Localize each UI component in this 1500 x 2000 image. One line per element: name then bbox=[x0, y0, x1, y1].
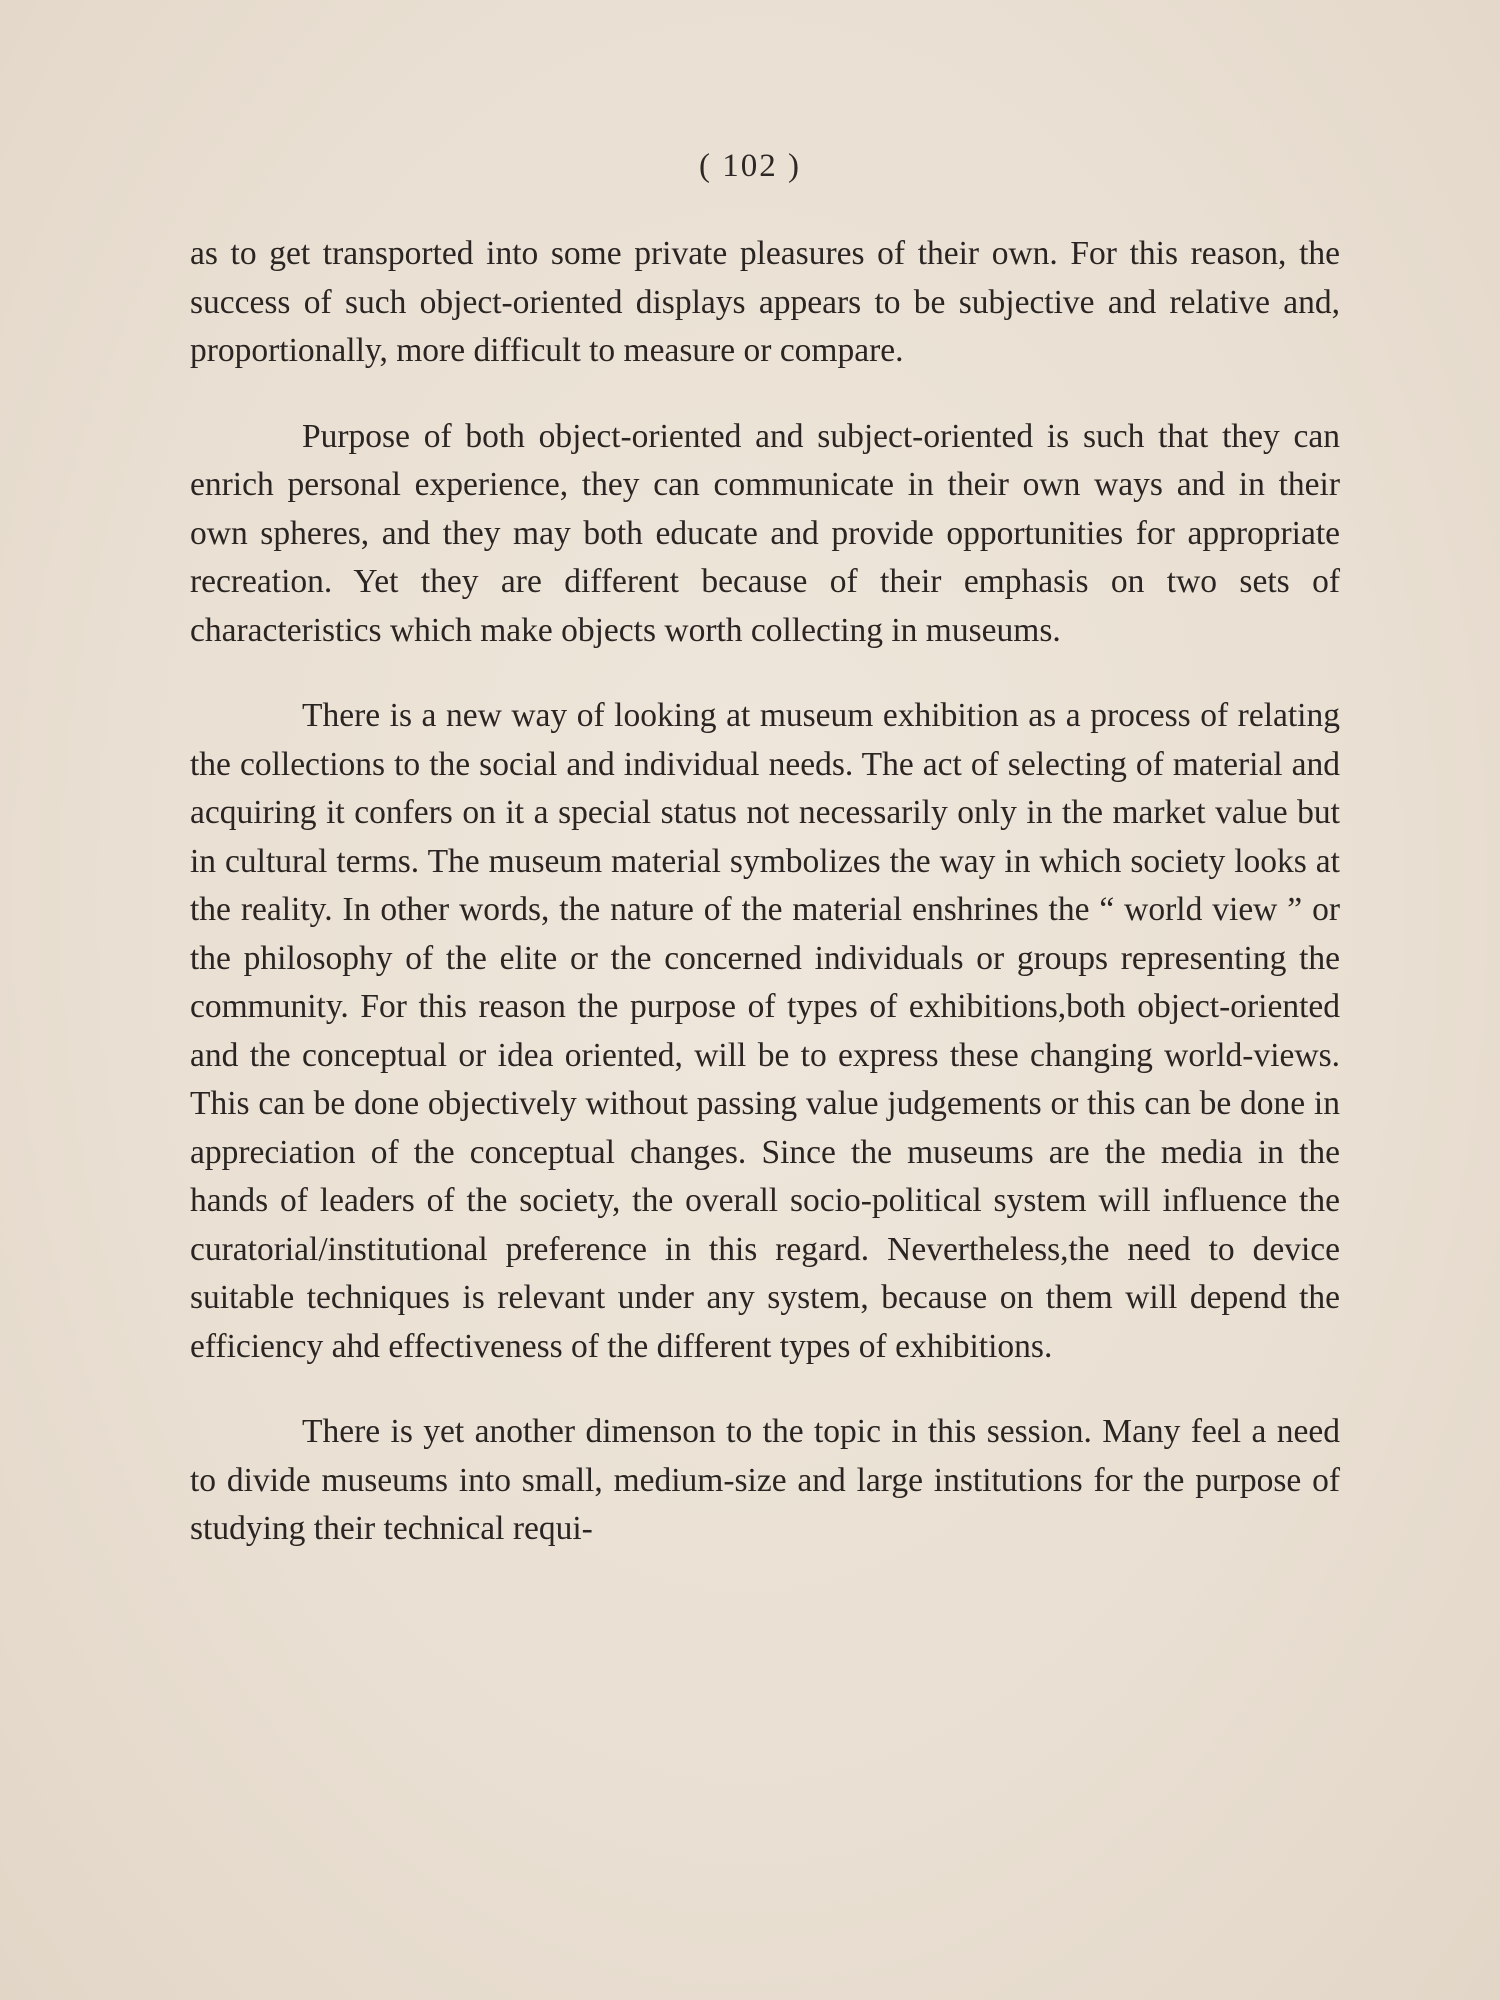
paragraph-continuation: as to get transported into some private pleasures of their own. For this reason, the success of such object-oriented displays appears to be subjective and relative and, proportionally, more difficult to measure or compare. bbox=[190, 235, 1340, 369]
paragraph-new-way: There is a new way of looking at museum exhibition as a process of relating the collections to the social and individual needs. The act of selecting of material and acquiring it confers on it a special status not necessarily only in the market value but in cultural terms. The museum material symbolizes the way in which society looks at the reality. In other words, the nature of the material enshrines the “ world view ” or the philosophy of the elite or the concerned individuals or groups representing the community. For this reason the purpose of types of exhibitions,both object-oriented and the conceptual or idea oriented, will be to express these changing world-views. This can be done objectively without passing value judgements or this can be done in appreciation of the conceptual changes. Since the museums are the media in the hands of leaders of the society, the overall socio-political system will influence the curatorial/institutional preference in this regard. Nevertheless,the need to device suitable techniques is relevant under any system, because on them will depend the efficiency ahd effectiveness of the different types of exhibitions. bbox=[190, 697, 1340, 1365]
body-text bbox=[190, 230, 1340, 1591]
paragraph-another-dimension: There is yet another dimenson to the topic in this session. Many feel a need to divide museums into small, medium-size and large institutions for the purpose of studying their technical requi- bbox=[190, 1413, 1340, 1547]
paragraph-purpose: Purpose of both object-oriented and subject-oriented is such that they can enrich personal experience, they can communicate in their own ways and in their own spheres, and they may both educate and provide opportunities for appropriate recreation. Yet they are different because of their emphasis on two sets of characteristics which make objects worth collecting in museums. bbox=[190, 417, 1340, 649]
page-number: ( 102 ) bbox=[699, 148, 801, 184]
